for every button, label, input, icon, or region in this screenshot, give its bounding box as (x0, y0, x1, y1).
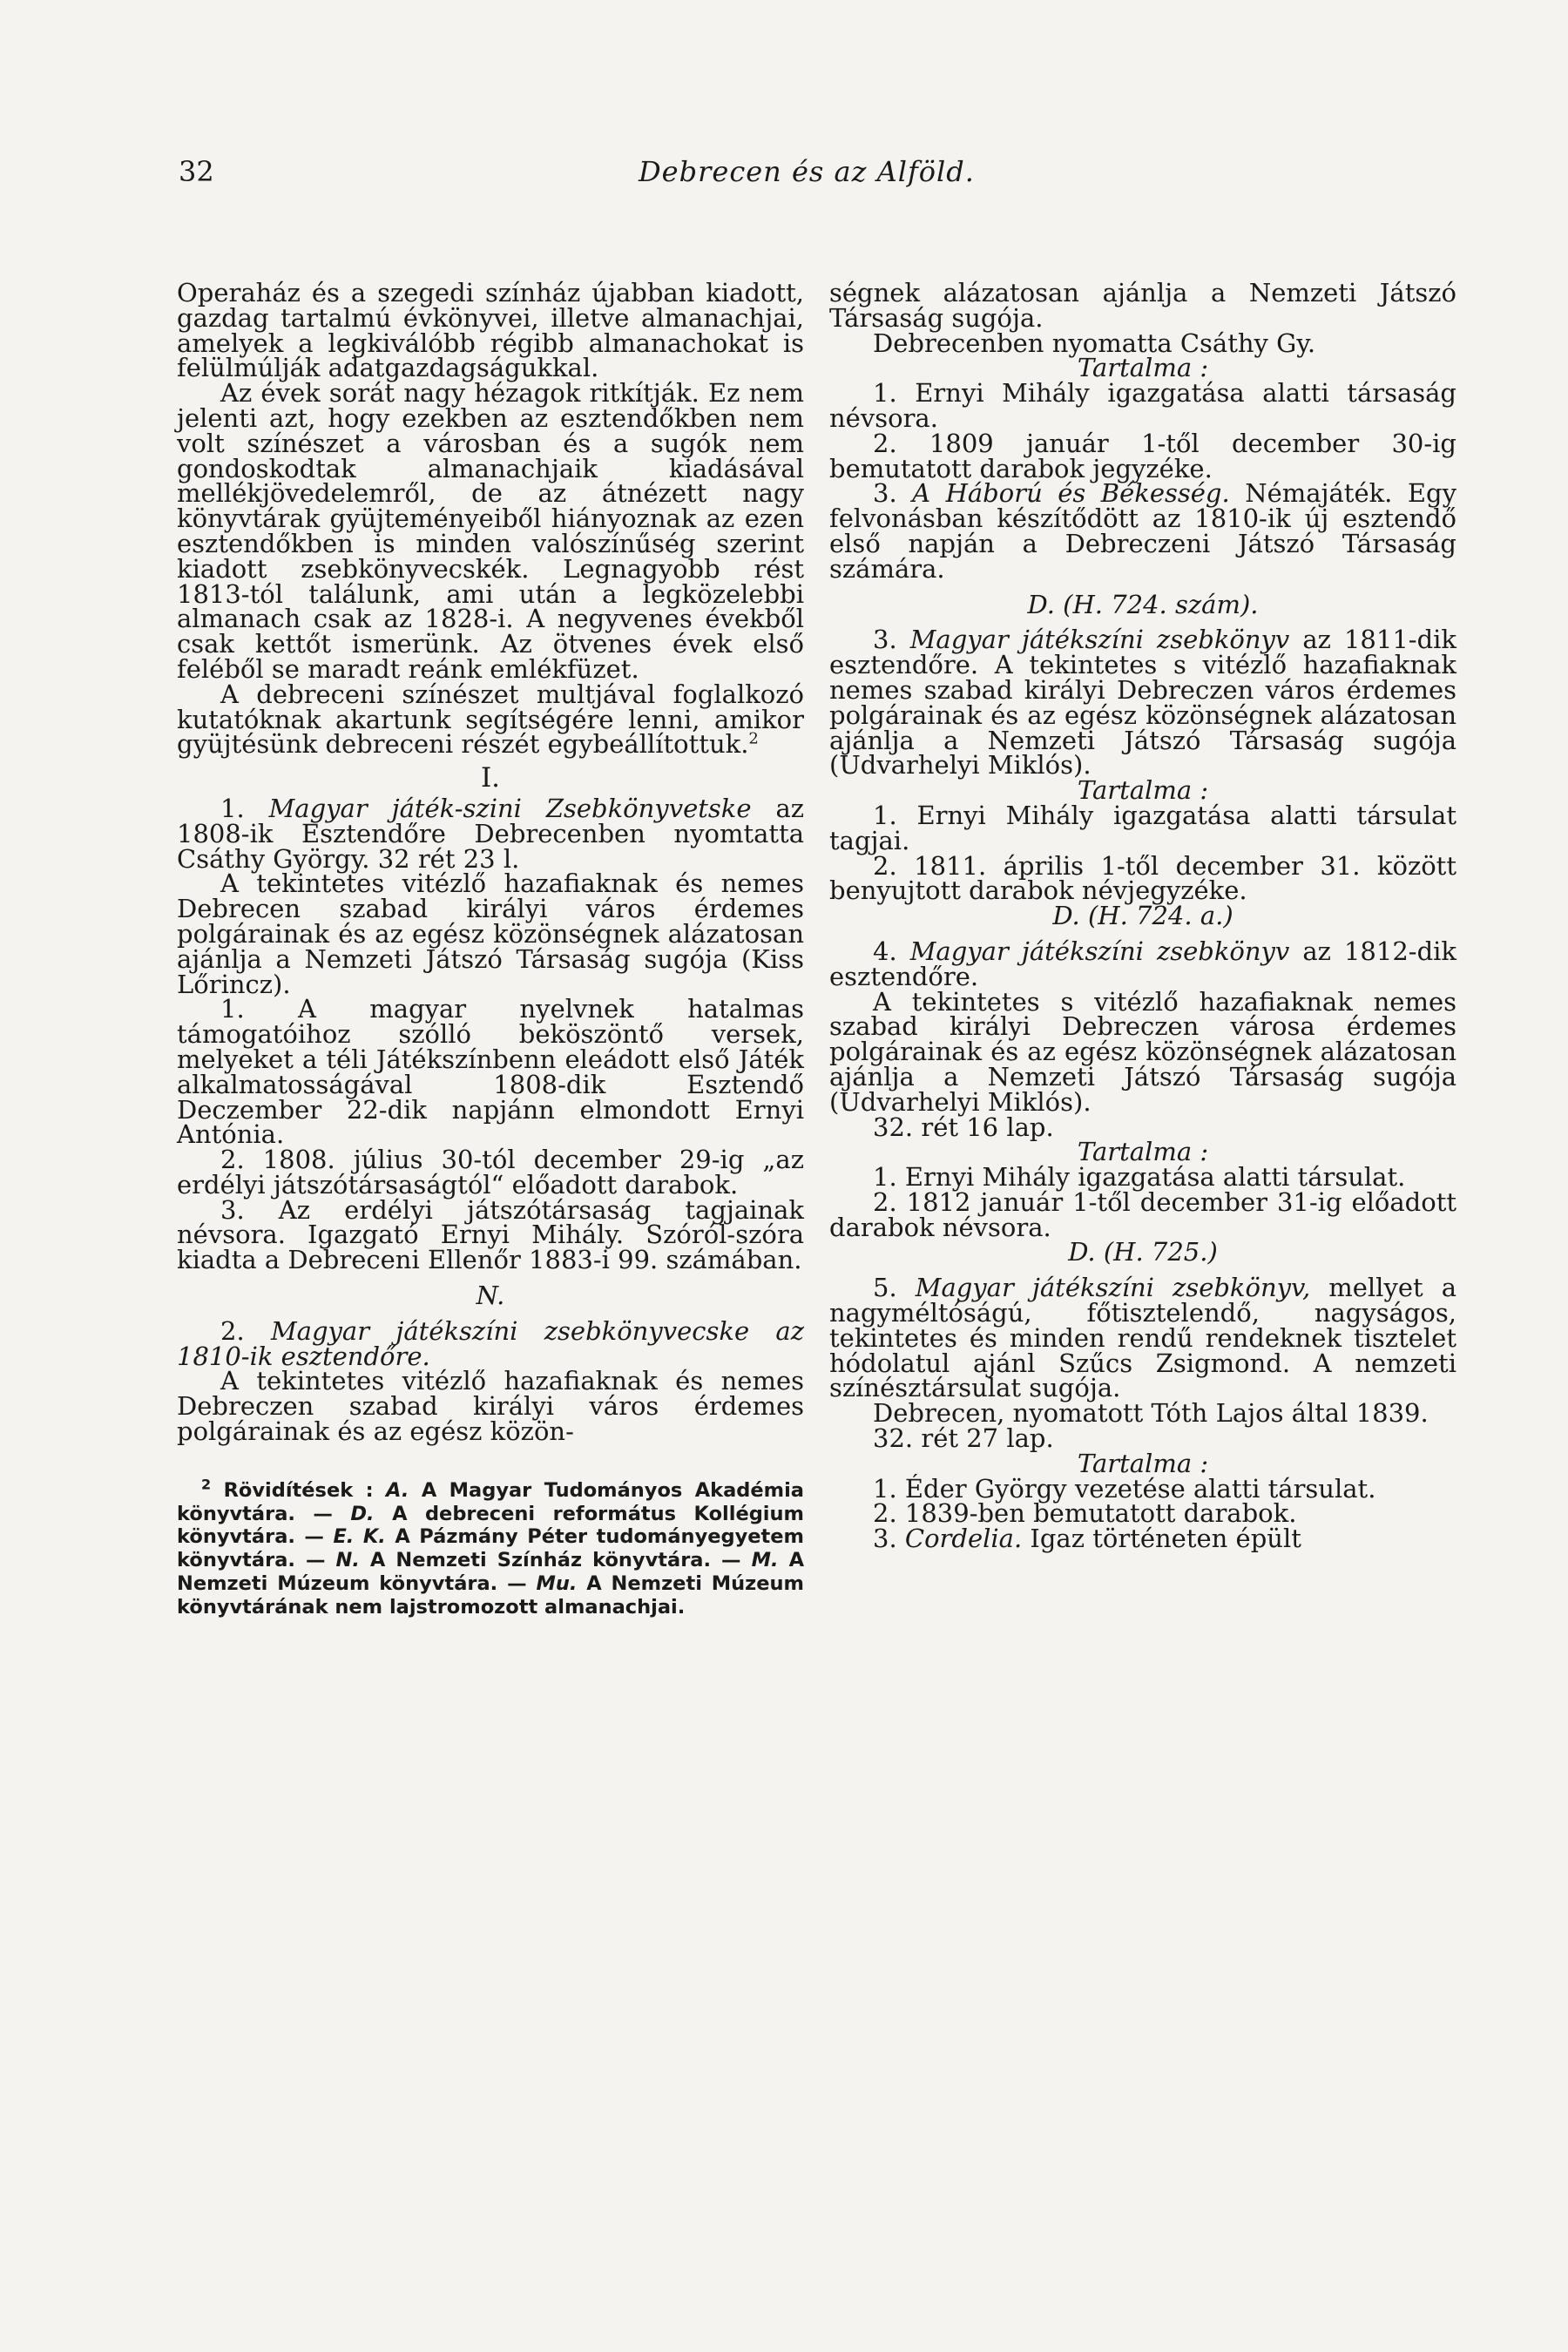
contents-item: 2. 1839-ben bemutatott darabok. (873, 1498, 1297, 1529)
entry-text: mellyet a nagyméltóságú, főtisztelendő, nagyságos, tekintetes és minden rendű rendeknek tisztelet hódolatul ajánl Szűcs Zsigmond. A nemzeti színésztársulat sugója. (829, 1273, 1457, 1403)
contents-item: 1. Ernyi Mihály igazgatása alatti társulat. (873, 1162, 1406, 1193)
contents-item (829, 1524, 1456, 1554)
entry-2 (177, 1315, 805, 1371)
left-column (177, 280, 804, 1619)
entry-source: D. (H. 724. a.) (1052, 901, 1233, 931)
entry-text: az 1811-dik esztendőre. A tekintetes s vitézlő hazafiaknak nemes szabad királyi Debreczen város érdemes polgárainak és az egész közönségnek alázatosan ajánlja a Nemzeti Játszó Társaság sugója (Udvarhelyi Miklós). (829, 625, 1456, 781)
entry-title: Magyar játék-szini Zsebkönyvetske (268, 793, 752, 823)
abbr-desc: A Magyar Tudományos Akadémia könyvtára. — (177, 1478, 804, 1525)
abbr: Mu. (536, 1572, 578, 1596)
contents-item: 1. Ernyi Mihály igazgatása alatti társaság névsora. (829, 378, 1456, 433)
entry-dedication: A tekintetes vitézlő hazafiaknak és nemes Debrecen szabad királyi város érdemes polgárainak és az egész közönségnek alázatosan ajánlja a Nemzeti Játszó Társaság sugója (Kiss Lőrincz). (177, 868, 804, 999)
right-column (829, 278, 1457, 1554)
footnote (177, 1476, 804, 1619)
entry-size: 32. rét 16 lap. (873, 1112, 1054, 1142)
contents-item: 1. Éder György vezetése alatti társulat. (873, 1473, 1376, 1504)
entry-dedication-cont: ségnek alázatosan ajánlja a Nemzeti Játszó Társaság sugója. (829, 278, 1456, 333)
entry-text: az 1812-dik esztendőre. (829, 936, 1456, 991)
item-text: Némajáték. Egy felvonásban készítődött az 1810-ik új esztendő első napján a Debreczeni Játszó Társaság számára. (829, 478, 1457, 584)
entry-number: 1. (220, 793, 245, 823)
contents-item: 1. A magyar nyelvnek hatalmas támogatóihoz szólló beköszöntő versek, melyeket a téli Játékszínbenn eleádott első Játék alkalmatosságával 1808-dik Esztendő Deczember 22-dik napjánn elmondott Ernyi Antónia. (177, 994, 804, 1150)
abbr: M. (751, 1549, 779, 1572)
entry-4 (829, 936, 1456, 991)
abbr-desc: A Nemzeti Színház könyvtára. — (369, 1549, 741, 1572)
abbr-desc: A Pázmány Péter tudományegyetem könyvtára. — (177, 1525, 804, 1572)
paragraph: Az évek sorát nagy hézagok ritkítják. Ez nem jelenti azt, hogy ezekben az esztendőkben nem volt színészet a városban és a sugók nem gondoskodtak almanachjaik kiadásával mellékjövedelemről, de az átnézett nagy könyvtárak gyüjteményeiből hiányoznak az ezen esztendőkben is minden valószínűség szerint kiadott zsebkönyvecskék. Legnagyobb rést 1813-tól találunk, ami után a legközelebbi almanach csak az 1828-i. A negyvenes évekből csak kettőt ismerünk. Az ötvenes évek első feléből se maradt reánk emlékfüzet. (177, 378, 804, 684)
entry-number: 3. (873, 625, 897, 655)
entry-title: Magyar játékszíni zsebkönyvecske az 1810-ik esztendőre. (177, 1315, 805, 1371)
item-title: A Háború és Békesség. (912, 478, 1230, 509)
paragraph (177, 679, 804, 760)
footnote-mark: 2 (201, 1476, 212, 1493)
abbr-desc: A Nemzeti Múzeum könyvtárának nem lajstromozott almanachjai. (177, 1572, 804, 1619)
abbr-desc: A Nemzeti Múzeum könyvtára. — (177, 1549, 804, 1596)
entry-number: 4. (873, 936, 897, 966)
entry-number: 2. (220, 1315, 245, 1346)
entry-source: D. (H. 724. szám). (1027, 589, 1259, 619)
entry-printer: Debrecen, nyomatott Tóth Lajos által 1839. (873, 1398, 1429, 1429)
entry-dedication: A tekintetes vitézlő hazafiaknak és nemes Debreczen szabad királyi város érdemes polgárainak és az egész közön- (177, 1366, 804, 1447)
section-heading: I. (480, 762, 501, 794)
contents-item (829, 478, 1457, 584)
contents-heading: Tartalma : (1077, 1137, 1209, 1167)
item-title: Cordelia. (904, 1524, 1023, 1554)
entry-number: 5. (873, 1273, 897, 1303)
entry-source: N. (476, 1281, 505, 1311)
footnote-label: Rövidítések : (223, 1478, 374, 1502)
entry-printer: Debrecenben nyomatta Csáthy Gy. (873, 328, 1316, 358)
footnote-ref: 2 (748, 729, 759, 748)
entry-imprint: az 1808-ik Esztendőre Debrecenben nyomtatta Csáthy György. 32 rét 23 l. (177, 793, 805, 874)
entry-1 (177, 793, 805, 874)
item-number: 3. (873, 1524, 897, 1554)
paragraph-text: A debreceni színészet multjával foglalkozó kutatóknak akartunk segítségére lenni, amikor gyüjtésünk debreceni részét egybeállítottuk. (177, 679, 804, 760)
contents-heading: Tartalma : (1077, 353, 1209, 383)
page-number: 32 (179, 155, 214, 188)
running-title: Debrecen és az Alföld. (639, 155, 975, 188)
abbr: N. (335, 1549, 360, 1572)
entry-size: 32. rét 27 lap. (873, 1423, 1054, 1454)
contents-heading: Tartalma : (1077, 775, 1209, 806)
entry-source: D. (H. 725.) (1068, 1237, 1218, 1267)
abbr: E. K. (333, 1525, 386, 1549)
item-number: 3. (873, 478, 897, 509)
abbr: A. (386, 1478, 409, 1502)
item-text: Igaz történeten épült (1030, 1524, 1301, 1554)
entry-3 (829, 625, 1456, 781)
entry-title: Magyar játékszíni zsebkönyv (909, 625, 1290, 655)
abbr-desc: A debreceni református Kollégium könyvtára. — (177, 1502, 804, 1549)
entry-dedication: A tekintetes s vitézlő hazafiaknak nemes szabad királyi Debreczen városa érdemes polgárainak és az egész közönségnek alázatosan ajánlja a Nemzeti Játszó Társaság sugója (Udvarhelyi Miklós). (829, 986, 1456, 1117)
contents-heading: Tartalma : (1077, 1448, 1209, 1478)
contents-item: 2. 1808. július 30-tól december 29-ig „az erdélyi játszótársaságtól“ előadott darabok. (177, 1145, 804, 1200)
entry-title: Magyar játékszíni zsebkönyv (909, 936, 1290, 966)
entry-5 (829, 1275, 1456, 1401)
paragraph: Operaház és a szegedi színház újabban kiadott, gazdag tartalmú évkönyvei, illetve almanachjai, amelyek a legkiválóbb régibb almanachokat is felülmúlják adatgazdagságukkal. (177, 278, 804, 383)
abbr: D. (350, 1502, 375, 1525)
page-header (0, 155, 1568, 199)
contents-item: 3. Az erdélyi játszótársaság tagjainak névsora. Igazgató Ernyi Mihály. Szóról-szóra kiadta a Debreceni Ellenőr 1883-i 99. számában. (177, 1194, 804, 1275)
contents-item: 2. 1812 január 1-től december 31-ig előadott darabok névsora. (829, 1186, 1456, 1242)
contents-item: 2. 1811. április 1-től december 31. között benyujtott darabok névjegyzéke. (829, 850, 1456, 906)
contents-item: 2. 1809 január 1-től december 30-ig bemutatott darabok jegyzéke. (829, 428, 1456, 483)
entry-title: Magyar játékszíni zsebkönyv, (915, 1273, 1311, 1303)
contents-item: 1. Ernyi Mihály igazgatása alatti társulat tagjai. (829, 800, 1456, 855)
